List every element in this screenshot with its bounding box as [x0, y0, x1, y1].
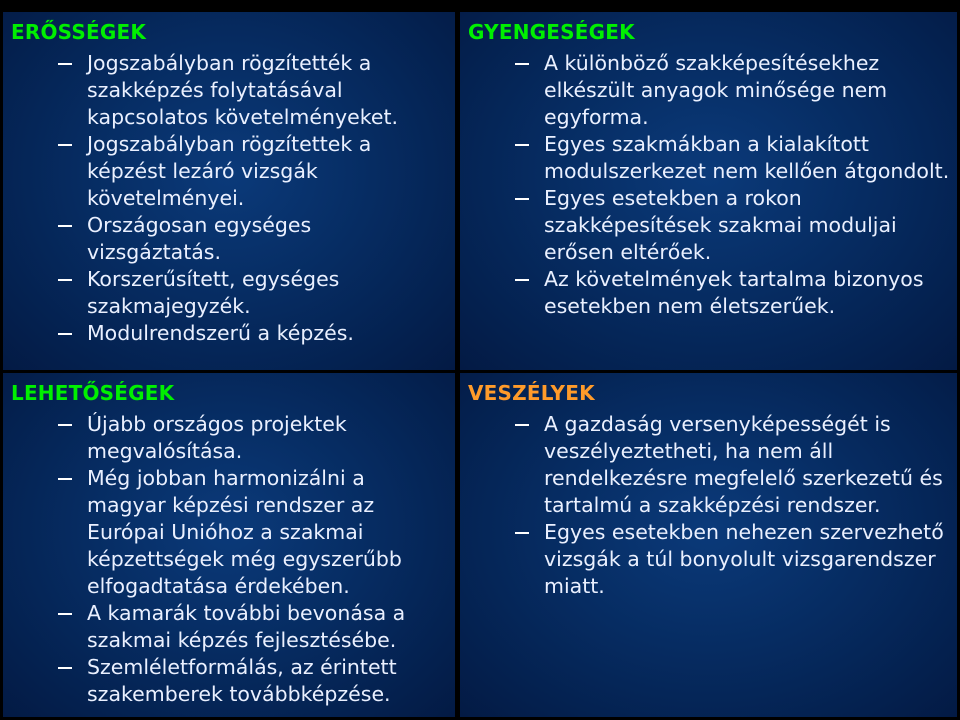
list-item-text: Még jobban harmonizálni a magyar képzési rendszer az Európai Unióhoz a szakmai képzettségek még egyszerűbb elfogadtatása érdekében.: [87, 466, 402, 598]
list-item-text: A különböző szakképesítésekhez elkészült anyagok minősége nem egyforma.: [544, 51, 888, 129]
list-item-text: Újabb országos projektek megvalósítása.: [87, 412, 347, 463]
list-item-text: Modulrendszerű a képzés.: [87, 321, 354, 345]
list-item: [3, 411, 455, 465]
list-item: [460, 266, 957, 320]
list-item-text: Jogszabályban rögzítették a szakképzés folytatásával kapcsolatos követelményeket.: [87, 51, 399, 129]
list-item-text: A gazdaság versenyképességét is veszélyeztetheti, ha nem áll rendelkezésre megfelelő szerkezetű és tartalmú a szakképzési rendszer.: [544, 412, 943, 517]
dash-bullet-icon: [58, 333, 72, 335]
list-item-text: Korszerűsített, egységes szakmajegyzék.: [87, 267, 340, 318]
list-item: [3, 50, 455, 131]
dash-bullet-icon: [58, 424, 72, 426]
dash-bullet-icon: [58, 144, 72, 146]
list-item: [3, 465, 455, 600]
list-item: [3, 131, 455, 212]
threats-heading: VESZÉLYEK: [468, 381, 595, 405]
weaknesses-heading: GYENGESÉGEK: [468, 20, 635, 44]
dash-bullet-icon: [515, 279, 529, 281]
list-item: [3, 320, 455, 347]
list-item: [460, 185, 957, 266]
strengths-heading: ERŐSSÉGEK: [11, 20, 147, 44]
list-item: [3, 600, 455, 654]
list-item: [3, 654, 455, 708]
dash-bullet-icon: [515, 424, 529, 426]
list-item-text: Egyes esetekben nehezen szervezhető vizsgák a túl bonyolult vizsgarendszer miatt.: [544, 520, 944, 598]
dash-bullet-icon: [515, 198, 529, 200]
weaknesses-list: [460, 50, 957, 320]
dash-bullet-icon: [515, 63, 529, 65]
list-item-text: Szemléletformálás, az érintett szakemberek továbbképzése.: [87, 655, 397, 706]
list-item-text: Egyes szakmákban a kialakított modulszerkezet nem kellően átgondolt.: [544, 132, 950, 183]
strengths-list: [3, 50, 455, 347]
list-item: [460, 131, 957, 185]
list-item: [460, 50, 957, 131]
threats-list: [460, 411, 957, 600]
dash-bullet-icon: [58, 478, 72, 480]
dash-bullet-icon: [515, 532, 529, 534]
dash-bullet-icon: [58, 225, 72, 227]
list-item-text: Egyes esetekben a rokon szakképesítések szakmai moduljai erősen eltérőek.: [544, 186, 897, 264]
list-item: [460, 519, 957, 600]
list-item-text: A kamarák további bevonása a szakmai képzés fejlesztésébe.: [87, 601, 406, 652]
strengths-panel: [3, 12, 455, 370]
list-item: [3, 266, 455, 320]
dash-bullet-icon: [515, 144, 529, 146]
dash-bullet-icon: [58, 63, 72, 65]
list-item-text: Az követelmények tartalma bizonyos esetekben nem életszerűek.: [544, 267, 924, 318]
weaknesses-panel: [460, 12, 957, 370]
dash-bullet-icon: [58, 667, 72, 669]
list-item-text: Országosan egységes vizsgáztatás.: [87, 213, 312, 264]
threats-panel: [460, 373, 957, 717]
opportunities-panel: [3, 373, 455, 717]
opportunities-heading: LEHETŐSÉGEK: [11, 381, 175, 405]
dash-bullet-icon: [58, 613, 72, 615]
list-item: [460, 411, 957, 519]
list-item-text: Jogszabályban rögzítettek a képzést lezáró vizsgák követelményei.: [87, 132, 372, 210]
list-item: [3, 212, 455, 266]
opportunities-list: [3, 411, 455, 708]
dash-bullet-icon: [58, 279, 72, 281]
